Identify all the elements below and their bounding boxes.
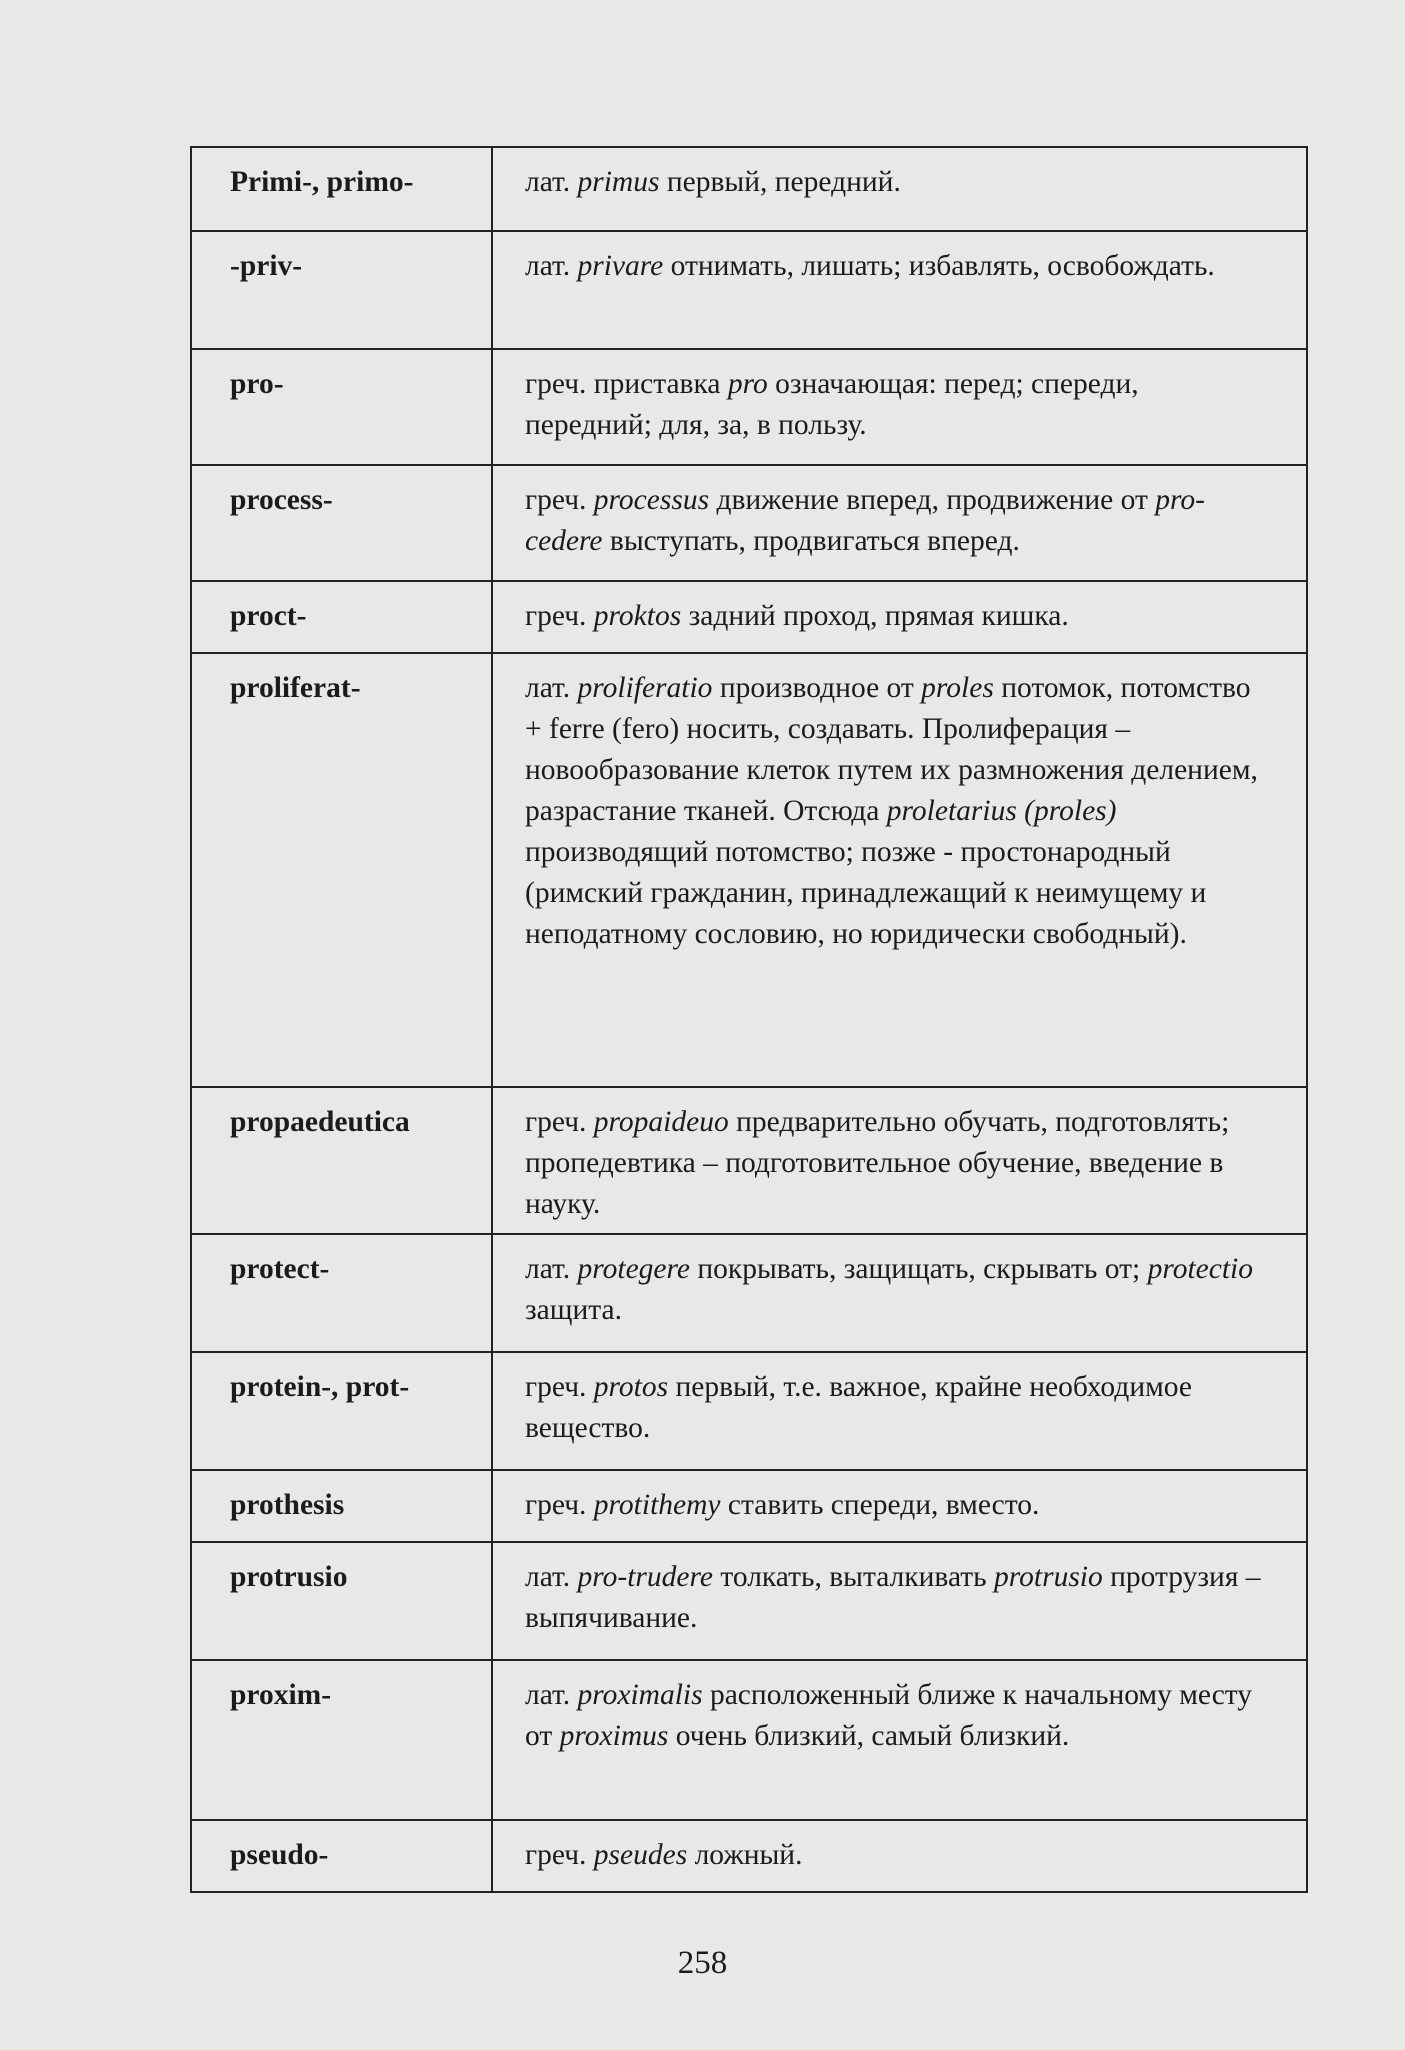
definition-cell (492, 1820, 1307, 1892)
definition-italic-segment: pro (727, 368, 768, 400)
table-row (191, 231, 1307, 349)
term-cell: process- (191, 465, 492, 581)
definition-text-segment: лат. (525, 1679, 578, 1711)
definition-cell (492, 349, 1307, 465)
definition-text-segment: греч. (525, 1489, 594, 1521)
definition-text-segment: предварительно обучать, подготовлять; пропедевтика – подготовительное обучение, введение в науку. (525, 1106, 1230, 1220)
term-cell: prothesis (191, 1470, 492, 1542)
table-row (191, 1660, 1307, 1820)
definition-cell (492, 231, 1307, 349)
definition-italic-segment: protos (593, 1371, 669, 1403)
table-row (191, 581, 1307, 653)
definition-cell (492, 1087, 1307, 1234)
definition-text-segment: лат. (525, 1253, 578, 1285)
definition-cell (492, 1352, 1307, 1470)
definition-text-segment: выступать, продвигаться вперед. (602, 525, 1020, 557)
definition-text-segment: лат. (525, 672, 578, 704)
definition-text-segment: лат. (525, 166, 578, 198)
definition-italic-segment: pro-cedere (525, 484, 1205, 557)
page-number: 258 (677, 1945, 728, 1981)
definition-italic-segment: proletarius (proles) (886, 795, 1117, 827)
definition-text-segment: лат. (525, 250, 578, 282)
definition-text-segment: производящий потомство; позже - простонародный (римский гражданин, принадлежащий к неимущему и неподатному сословию, но юридически свободный). (525, 836, 1207, 950)
definition-cell (492, 465, 1307, 581)
definition-text-segment: греч. (525, 1839, 594, 1871)
term-cell: Primi-, primo- (191, 147, 492, 231)
definition-italic-segment: protectio (1147, 1253, 1253, 1285)
term-cell: protrusio (191, 1542, 492, 1660)
definition-text-segment: греч. приставка (525, 368, 728, 400)
glossary-table (190, 146, 1308, 1893)
definition-text-segment: очень близкий, самый близкий. (668, 1720, 1070, 1752)
definition-cell (492, 1234, 1307, 1352)
term-cell: protein-, prot- (191, 1352, 492, 1470)
definition-text-segment: задний проход, прямая кишка. (681, 600, 1069, 632)
table-row (191, 147, 1307, 231)
table-row (191, 1234, 1307, 1352)
definition-text-segment: защита. (525, 1294, 622, 1326)
definition-cell (492, 581, 1307, 653)
definition-italic-segment: primus (577, 166, 660, 198)
definition-text-segment: первый, т.е. важное, крайне необходимое вещество. (525, 1371, 1192, 1444)
definition-italic-segment: privare (577, 250, 664, 282)
definition-italic-segment: protithemy (593, 1489, 721, 1521)
table-row (191, 653, 1307, 1087)
term-cell: propaedeutica (191, 1087, 492, 1234)
glossary-table-body (191, 147, 1307, 1892)
table-row (191, 349, 1307, 465)
term-cell: proliferat- (191, 653, 492, 1087)
definition-cell (492, 1660, 1307, 1820)
table-row (191, 1542, 1307, 1660)
definition-text-segment: потомок, потомство + ferre (fero) носить, создавать. Пролиферация – новообразование клеток путем их размножения делением, разрастание тканей. Отсюда (525, 672, 1258, 827)
definition-text-segment: движение вперед, продвижение от (709, 484, 1156, 516)
definition-cell (492, 653, 1307, 1087)
table-row (191, 1470, 1307, 1542)
definition-italic-segment: proliferatio (577, 672, 713, 704)
definition-cell (492, 147, 1307, 231)
definition-text-segment: покрывать, защищать, скрывать от; (689, 1253, 1148, 1285)
definition-cell (492, 1470, 1307, 1542)
table-row (191, 1352, 1307, 1470)
table-row (191, 1087, 1307, 1234)
definition-text-segment: производное от (712, 672, 922, 704)
definition-text-segment: первый, передний. (659, 166, 901, 198)
definition-text-segment: отнимать, лишать; избавлять, освобождать. (663, 250, 1215, 282)
definition-text-segment: ложный. (687, 1839, 803, 1871)
definition-italic-segment: pro-trudere (577, 1561, 713, 1593)
definition-cell (492, 1542, 1307, 1660)
definition-italic-segment: protrusio (994, 1561, 1103, 1593)
definition-text-segment: лат. (525, 1561, 578, 1593)
definition-text-segment: расположенный ближе к начальному месту от (525, 1679, 1253, 1752)
definition-italic-segment: propaideuo (593, 1106, 729, 1138)
table-row (191, 465, 1307, 581)
definition-italic-segment: processus (593, 484, 710, 516)
definition-italic-segment: proximus (559, 1720, 669, 1752)
term-cell: pro- (191, 349, 492, 465)
definition-text-segment: ставить спереди, вместо. (720, 1489, 1040, 1521)
definition-text-segment: протрузия – выпячивание. (525, 1561, 1261, 1634)
definition-text-segment: толкать, выталкивать (712, 1561, 995, 1593)
term-cell: proxim- (191, 1660, 492, 1820)
definition-italic-segment: proles (921, 672, 994, 704)
definition-italic-segment: proktos (593, 600, 682, 632)
definition-text-segment: греч. (525, 484, 594, 516)
definition-italic-segment: protegere (577, 1253, 690, 1285)
definition-text-segment: греч. (525, 1106, 594, 1138)
definition-italic-segment: proximalis (577, 1679, 703, 1711)
term-cell: proct- (191, 581, 492, 653)
term-cell: pseudo- (191, 1820, 492, 1892)
definition-italic-segment: pseudes (593, 1839, 688, 1871)
definition-text-segment: греч. (525, 600, 594, 632)
definition-text-segment: означающая: перед; спереди, передний; для, за, в пользу. (525, 368, 1139, 441)
term-cell: protect- (191, 1234, 492, 1352)
term-cell: -priv- (191, 231, 492, 349)
table-row (191, 1820, 1307, 1892)
definition-text-segment: греч. (525, 1371, 594, 1403)
